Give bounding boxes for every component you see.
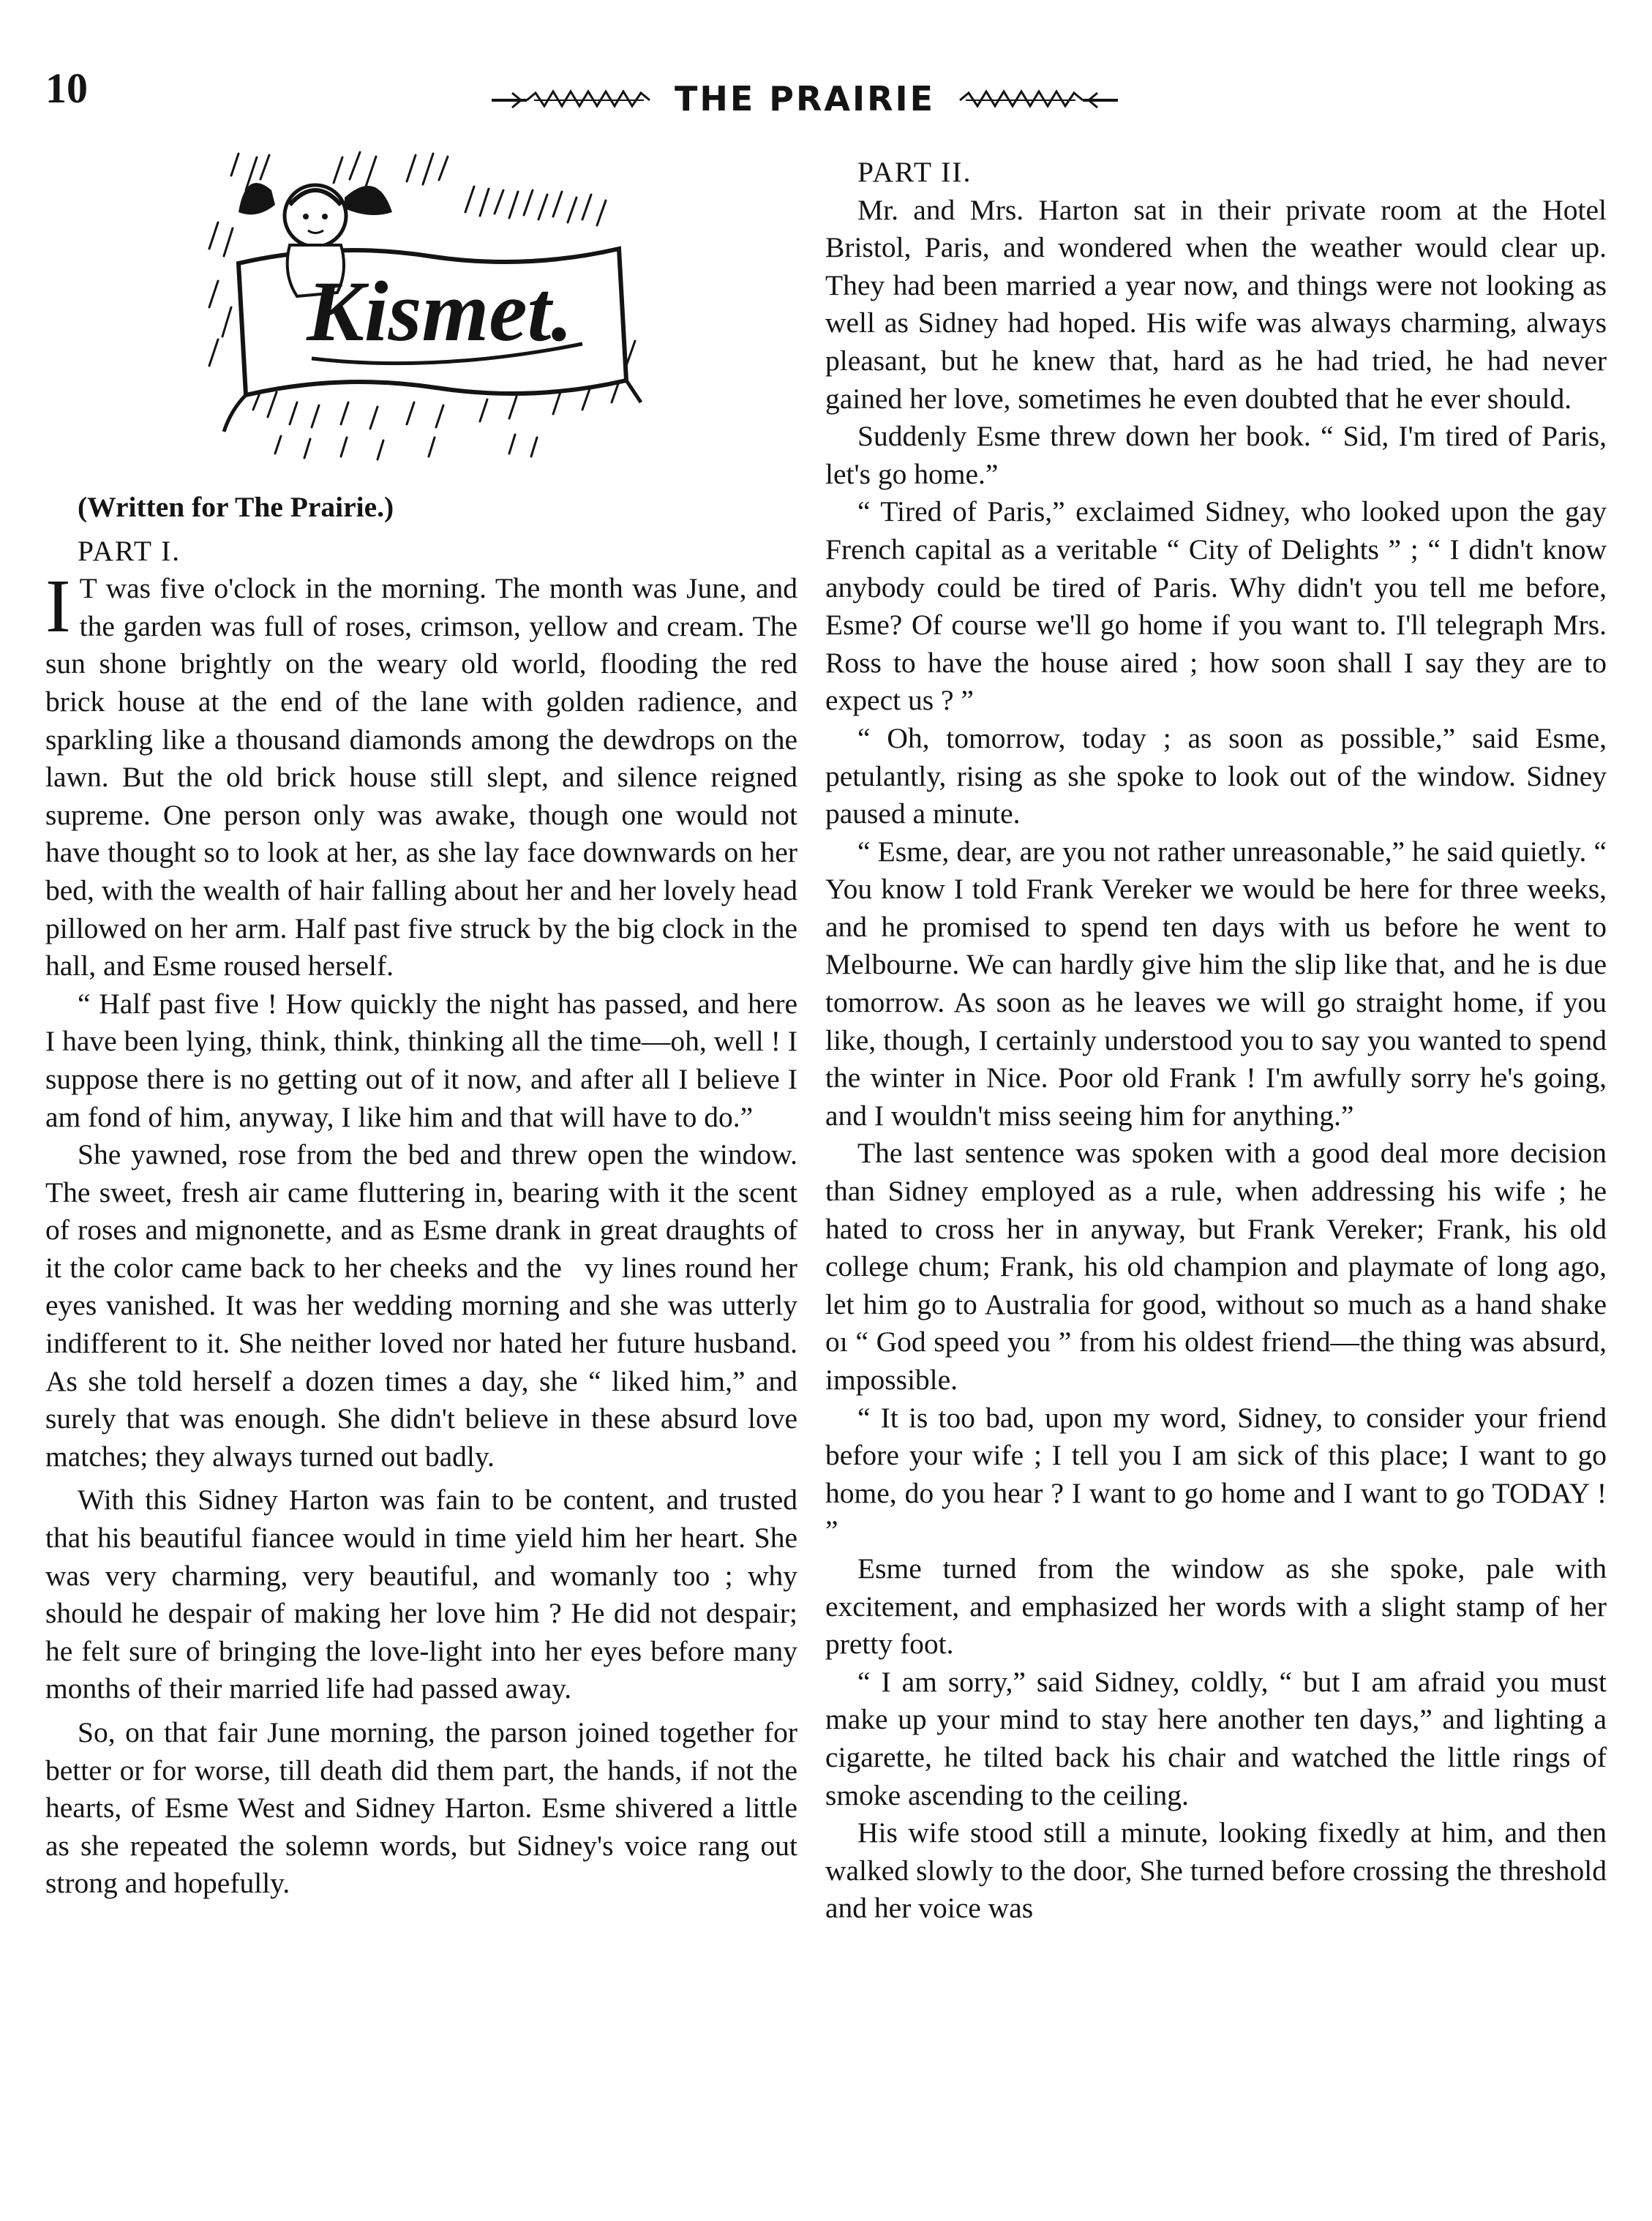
part2-paragraph-5: “ Esme, dear, are you not rather unreasonable,” he said quietly. “ You know I told Frank Vereker we would be here for three weeks, and he promised to spend ten days with us before he went to Melbourne. We can hardly give him the slip like that, and he is due tomorrow. As soon as he leaves we will go straight home, if you like, though, I certainly understood you to say you wanted to spend the winter in Nice. Poor old Frank ! I'm awfully sorry he's going, and I wouldn't miss seeing him for anything.” [825,835,1607,1132]
part2-paragraph-9: “ I am sorry,” said Sidney, coldly, “ but I am afraid you must make up your mind to stay here another ten days,” and lighting a cigarette, he tilted back his chair and watched the little rings of smoke ascending to the ceiling. [825,1665,1607,1811]
part2-paragraph-7: “ It is too bad, upon my word, Sidney, to consider your friend before your wife ; I tell you I am sick of this place; I want to go home, do you hear ? I want to go home and I want to go TODAY ! ” [825,1401,1607,1547]
kismet-title-illustration [187,146,656,483]
part2-paragraph-3: “ Tired of Paris,” exclaimed Sidney, who looked upon the gay French capital as a veritable “ City of Delights ” ; “ I didn't know anybody could be tired of Paris. Why didn't you tell me before, Esme? Of course we'll go home if you want to. I'll telegraph Mrs. Ross to have the house aired ; how soon shall I say they are to expect us ? ” [825,495,1607,717]
part1-paragraph-3: She yawned, rose from the bed and threw open the window. The sweet, fresh air came fluttering in, bearing with it the scent of roses and mignonette, and as Esme drank in great draughts of it the color came back to her cheeks and the vy lines round her eyes vanished. It was her wedding morning and she was utterly indifferent to it. She neither loved nor hated her future husband. As she told herself a dozen times a day, she “ liked him,” and surely that was enough. She didn't believe in these absurd love matches; they always turned out badly. [45,1138,797,1473]
drop-cap: I [45,564,71,649]
page-number: 10 [45,64,88,112]
part1-paragraph-2: “ Half past five ! How quickly the night has passed, and here I have been lying, think, think, thinking all the time—oh, well ! I suppose there is no getting out of it now, and after all I believe I am fond of him, anyway, I like him and that will have to do.” [45,987,797,1133]
part1-paragraph-4: With this Sidney Harton was fain to be content, and trusted that his beautiful fiancee would in time yield him her heart. She was very charming, very beautiful, and womanly too ; why should he despair of making her love him ? He did not despair; he felt sure of bringing the love-light into her eyes before many months of their married life had passed away. [45,1484,797,1705]
story-credit: (Written for The Prairie.) [78,491,394,523]
left-column [45,146,797,1903]
masthead [476,73,1134,124]
publication-title: THE PRAIRIE [674,79,936,119]
part2-paragraph-4: “ Oh, tomorrow, today ; as soon as possible,” said Esme, petulantly, rising as she spoke to look out of the window. Sidney paused a minute. [825,721,1607,830]
part2-paragraph-1: Mr. and Mrs. Harton sat in their private room at the Hotel Bristol, Paris, and wondered when the weather would clear up. They had been married a year now, and things were not looking as well as Sidney had hoped. His wife was always charming, always pleasant, but he knew that, hard as he had tried, he had never gained her love, sometimes he even doubted that he ever should. [825,193,1607,415]
part1-paragraph-1: I T was five o'clock in the morning. The month was June, and the garden was full of roses, crimson, yellow and cream. The sun shone brightly on the weary old world, flooding the red brick house at the end of the lane with golden radience, and sparkling like a thousand diamonds among the dewdrops on the lawn. But the old brick house still slept, and silence reigned supreme. One person only was awake, though one would not have thought so to look at her, as she lay face downwards on her bed, with the wealth of hair falling about her and her lovely head pillowed on her arm. Half past five struck by the big clock in the hall, and Esme roused herself. [45,564,797,982]
part2-paragraph-6: The last sentence was spoken with a good deal more decision than Sidney employed as a rule, when addressing his wife ; he hated to cross her in anyway, but Frank Vereker; Frank, his old college chum; Frank, his old champion and playmate of long ago, let him go to Australia for good, without so much as a hand shake oı “ God speed you ” from his oldest friend—the thing was absurd, impossible. [825,1137,1607,1396]
part1-paragraph-5: So, on that fair June morning, the parson joined together for better or for worse, till death did them part, the hands, if not the hearts, of Esme West and Sidney Harton. Esme shivered a little as she repeated the solemn words, but Sidney's voice rang out strong and hopefully. [45,1716,797,1900]
left-flourish-ornament [490,84,658,113]
part1-heading: PART I. [78,534,181,567]
part2-heading: PART II. [857,156,972,188]
part2-paragraph-8: Esme turned from the window as she spoke, pale with excitement, and emphasized her words with a slight stamp of her pretty foot. [825,1552,1607,1661]
cherub-banner-illustration [187,146,656,483]
right-column [825,146,1607,1928]
story-title: Kismet. [307,263,573,359]
right-flourish-ornament [951,84,1119,113]
part2-paragraph-10: His wife stood still a minute, looking fixedly at him, and then walked slowly to the door, She turned before crossing the threshold and her voice was [825,1816,1607,1925]
part2-paragraph-2: Suddenly Esme threw down her book. “ Sid, I'm tired of Paris, let's go home.” [825,420,1607,490]
